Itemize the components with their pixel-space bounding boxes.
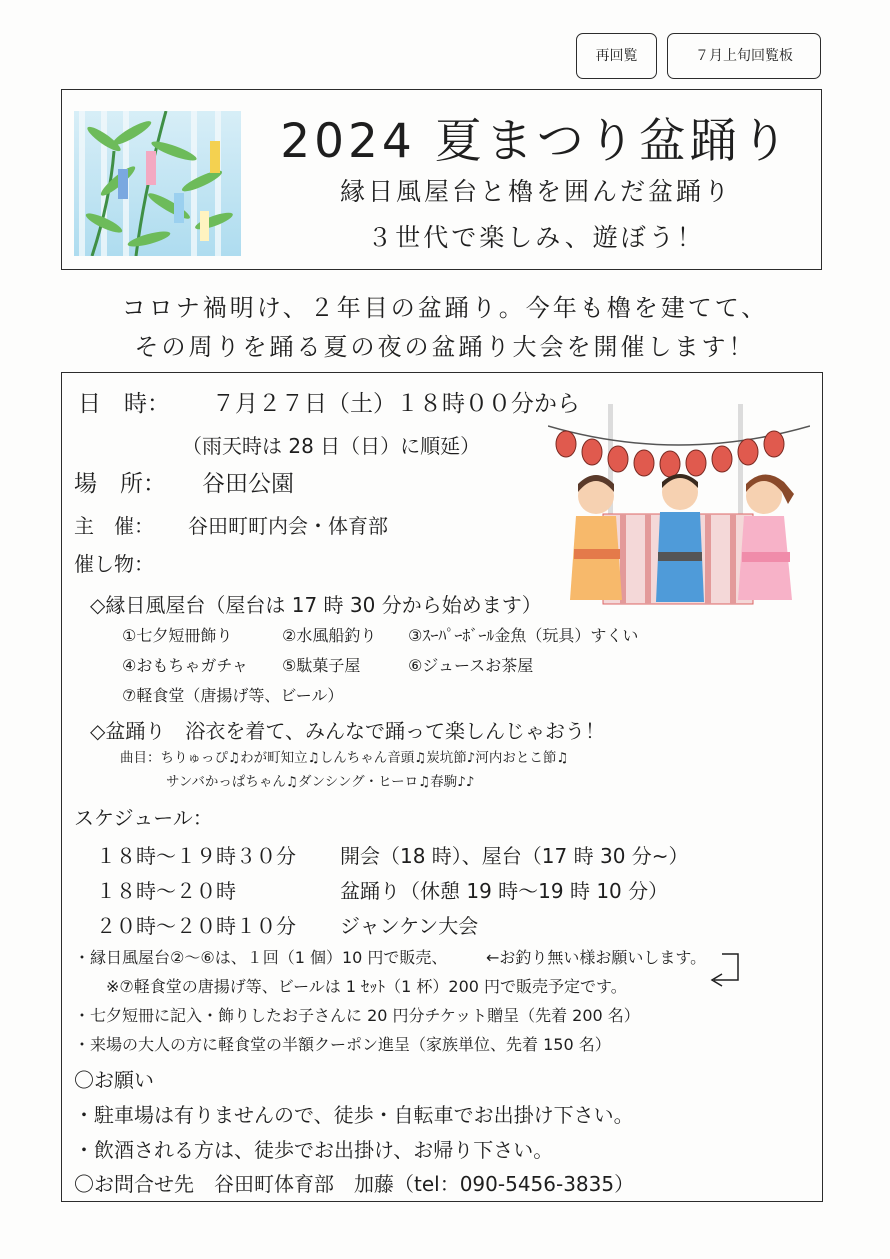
note-snack-price: ※⑦軽食堂の唐揚げ等、ビールは 1 ｾｯﾄ（1 杯）200 円で販売予定です。 <box>106 977 627 996</box>
stalls-heading: ◇縁日風屋台（屋台は 17 時 30 分から始めます） <box>90 593 542 617</box>
schedule-label: スケジュール： <box>74 806 213 830</box>
stall-item: ①七夕短冊飾り <box>122 626 233 645</box>
schedule-time: １８時～１９時３０分 <box>96 844 296 868</box>
songs-line-1: 曲目：ちりゅっぴ♫わが町知立♫しんちゃん音頭♫炭坑節♪河内おとこ節♫ <box>120 750 569 766</box>
rain-note: （雨天時は 28 日（日）に順延） <box>182 434 481 458</box>
note-coupon: ・来場の大人の方に軽食堂の半額クーポン進呈（家族単位、先着 150 名） <box>74 1035 611 1054</box>
intro-line-2: その周りを踊る夏の夜の盆踊り大会を開催します！ <box>134 333 756 361</box>
place-label: 場 所： <box>74 471 166 497</box>
stall-item: ⑥ジュースお茶屋 <box>408 656 534 675</box>
schedule-event: ジャンケン大会 <box>340 914 479 938</box>
stall-item: ⑤駄菓子屋 <box>282 656 361 675</box>
host-value: 谷田町町内会・体育部 <box>188 514 388 538</box>
return-arrow-icon <box>690 940 750 1000</box>
schedule-time: ２０時～２０時１０分 <box>96 914 296 938</box>
datetime-value: ７月２７日（土）１８時００分から <box>212 391 580 417</box>
schedule-event: 開会（18 時）、屋台（17 時 30 分~） <box>340 844 689 868</box>
datetime-label: 日 時： <box>78 391 170 417</box>
stall-item: ③ｽｰﾊﾟｰﾎﾞｰﾙ金魚（玩具）すくい <box>408 626 639 645</box>
note-exact-change: ←お釣り無い様お願いします。 <box>486 948 707 967</box>
schedule-event: 盆踊り（休憩 19 時～19 時 10 分） <box>340 879 669 903</box>
request-drinking: ・飲酒される方は、徒歩でお出掛け、お帰り下さい。 <box>74 1138 554 1162</box>
event-title: 2024 夏まつり盆踊り <box>280 114 792 169</box>
bon-dance-illustration <box>548 404 810 616</box>
event-subtitle-2: ３世代で楽しみ、遊ぼう！ <box>367 223 705 252</box>
place-value: 谷田公園 <box>202 471 294 497</box>
circulation-board-tag: ７月上旬回覧板 <box>667 33 821 79</box>
contact-info: 〇お問合せ先 谷田町体育部 加藤（tel：090-5456-3835） <box>74 1172 635 1196</box>
note-tanzaku-ticket: ・七夕短冊に記入・飾りしたお子さんに 20 円分チケット贈呈（先着 200 名） <box>74 1006 640 1025</box>
songs-line-2: サンバかっぱちゃん♫ダンシング・ヒーロ♫春駒♪♪ <box>166 774 475 790</box>
schedule-time: １８時～２０時 <box>96 879 236 903</box>
stall-item: ②水風船釣り <box>282 626 377 645</box>
host-label: 主 催： <box>74 514 154 538</box>
request-parking: ・駐車場は有りませんので、徒歩・自転車でお出掛け下さい。 <box>74 1103 634 1127</box>
intro-line-1: コロナ禍明け、２年目の盆踊り。今年も櫓を建てて、 <box>121 294 769 322</box>
bon-dance-heading: ◇盆踊り 浴衣を着て、みんなで踊って楽しんじゃおう！ <box>90 719 605 743</box>
event-subtitle-1: 縁日風屋台と櫓を囲んだ盆踊り <box>339 177 732 206</box>
events-label: 催し物： <box>74 552 154 576</box>
tanabata-bamboo-illustration <box>74 111 241 256</box>
stall-item: ⑦軽食堂（唐揚げ等、ビール） <box>122 686 344 705</box>
note-stall-price: ・縁日風屋台②～⑥は、１回（1 個）10 円で販売、 <box>74 948 448 967</box>
stall-item: ④おもちゃガチャ <box>122 656 248 675</box>
recirculate-tag: 再回覧 <box>576 33 657 79</box>
requests-label: 〇お願い <box>74 1068 154 1092</box>
